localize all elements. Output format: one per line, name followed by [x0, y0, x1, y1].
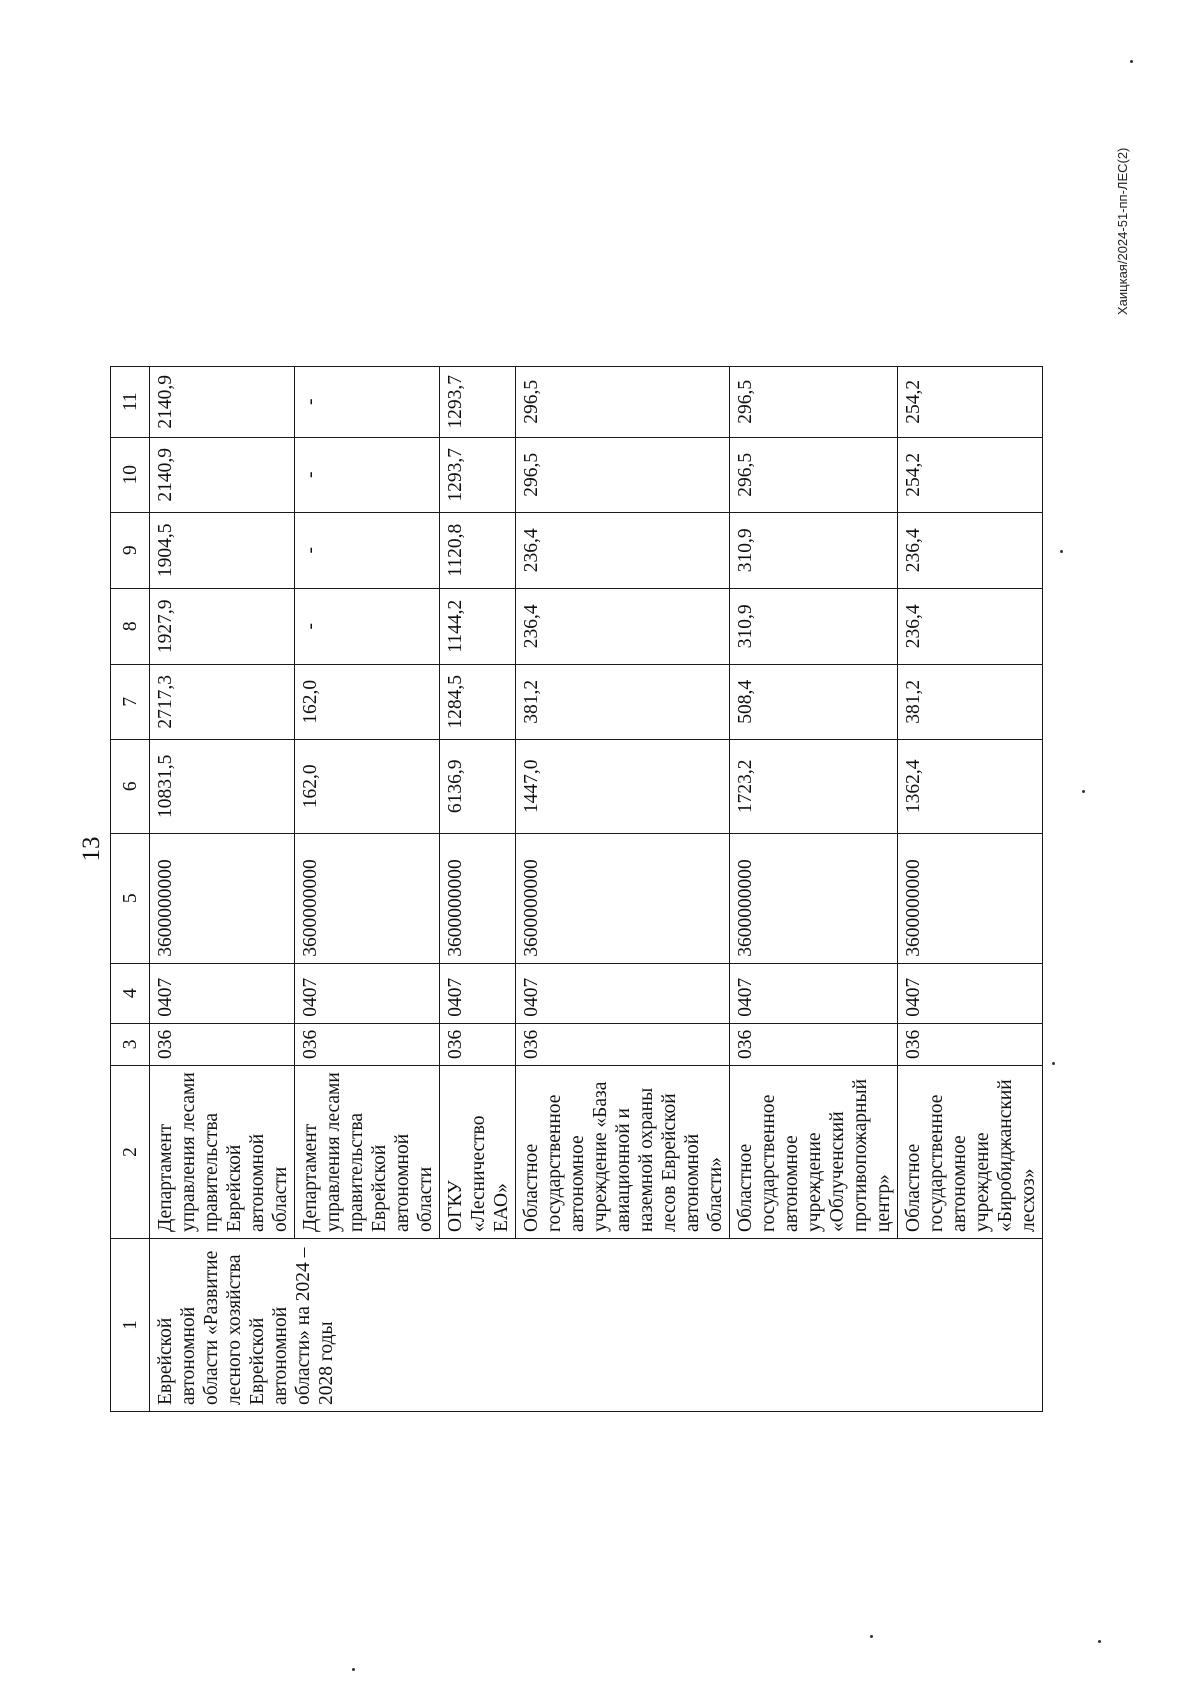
- cell-c8: 1927,9: [150, 588, 295, 664]
- cell-c11: 296,5: [516, 366, 730, 437]
- footer-reference: Хаицкая/2024-51-пп-ЛЕС(2): [1115, 147, 1130, 315]
- cell-c9: -: [295, 512, 440, 588]
- cell-c7: 1284,5: [440, 664, 516, 739]
- cell-c10: 296,5: [730, 437, 898, 512]
- header-cell-4: 4: [111, 963, 150, 1023]
- org-cell: Департамент управления лесами правительства Еврейской автономной области: [150, 1066, 295, 1239]
- org-cell: Областное государственное автономное учреждение «База авиационной и наземной охраны лесов Еврейской автономной области»: [516, 1066, 730, 1239]
- cell-c6: 1447,0: [516, 739, 730, 833]
- program-name-cell: Еврейской автономной области «Развитие лесного хозяйства Еврейской автономной области» на 2024 – 2028 годы: [150, 1239, 1043, 1412]
- cell-c4: 0407: [516, 963, 730, 1023]
- cell-c6: 10831,5: [150, 739, 295, 833]
- org-cell: ОГКУ «Лесничество ЕАО»: [440, 1066, 516, 1239]
- cell-c7: 508,4: [730, 664, 898, 739]
- scan-speck: [870, 1635, 873, 1638]
- scan-speck: [1052, 1062, 1055, 1065]
- cell-c8: 1144,2: [440, 588, 516, 664]
- cell-c5: 3600000000: [150, 833, 295, 963]
- cell-c7: 381,2: [898, 664, 1043, 739]
- scan-speck: [1130, 60, 1133, 63]
- cell-c9: 310,9: [730, 512, 898, 588]
- header-cell-9: 9: [111, 512, 150, 588]
- org-cell: Департамент управления лесами правительства Еврейской автономной области: [295, 1066, 440, 1239]
- budget-table: [110, 366, 1043, 1412]
- header-cell-5: 5: [111, 833, 150, 963]
- cell-c5: 3600000000: [440, 833, 516, 963]
- cell-c6: 1723,2: [730, 739, 898, 833]
- cell-c9: 236,4: [898, 512, 1043, 588]
- header-cell-10: 10: [111, 437, 150, 512]
- cell-c4: 0407: [295, 963, 440, 1023]
- cell-c3: 036: [730, 1023, 898, 1065]
- cell-c10: 296,5: [516, 437, 730, 512]
- table-row: [150, 366, 295, 1411]
- cell-c8: 236,4: [516, 588, 730, 664]
- header-cell-2: 2: [111, 1066, 150, 1239]
- cell-c7: 381,2: [516, 664, 730, 739]
- scan-speck: [1082, 790, 1085, 793]
- cell-c5: 3600000000: [898, 833, 1043, 963]
- header-row: [111, 366, 150, 1411]
- cell-c10: 1293,7: [440, 437, 516, 512]
- cell-c6: 162,0: [295, 739, 440, 833]
- header-cell-1: 1: [111, 1239, 150, 1412]
- cell-c3: 036: [150, 1023, 295, 1065]
- cell-c6: 1362,4: [898, 739, 1043, 833]
- cell-c8: 236,4: [898, 588, 1043, 664]
- header-cell-7: 7: [111, 664, 150, 739]
- cell-c11: 2140,9: [150, 366, 295, 437]
- cell-c9: 236,4: [516, 512, 730, 588]
- scan-speck: [1060, 550, 1063, 553]
- cell-c3: 036: [440, 1023, 516, 1065]
- cell-c10: 254,2: [898, 437, 1043, 512]
- page-number: 13: [78, 836, 105, 862]
- cell-c11: -: [295, 366, 440, 437]
- org-cell: Областное государственное автономное учреждение «Облученский противопожарный центр»: [730, 1066, 898, 1239]
- header-cell-11: 11: [111, 366, 150, 437]
- cell-c11: 1293,7: [440, 366, 516, 437]
- cell-c3: 036: [295, 1023, 440, 1065]
- cell-c3: 036: [516, 1023, 730, 1065]
- header-cell-3: 3: [111, 1023, 150, 1065]
- cell-c11: 296,5: [730, 366, 898, 437]
- cell-c10: 2140,9: [150, 437, 295, 512]
- cell-c4: 0407: [730, 963, 898, 1023]
- cell-c3: 036: [898, 1023, 1043, 1065]
- header-cell-8: 8: [111, 588, 150, 664]
- cell-c5: 3600000000: [295, 833, 440, 963]
- cell-c7: 162,0: [295, 664, 440, 739]
- cell-c5: 3600000000: [730, 833, 898, 963]
- cell-c11: 254,2: [898, 366, 1043, 437]
- cell-c5: 3600000000: [516, 833, 730, 963]
- cell-c10: -: [295, 437, 440, 512]
- cell-c7: 2717,3: [150, 664, 295, 739]
- cell-c6: 6136,9: [440, 739, 516, 833]
- scan-speck: [352, 1668, 355, 1671]
- org-cell: Областное государственное автономное учреждение «Биробиджанский лесхоз»: [898, 1066, 1043, 1239]
- header-cell-6: 6: [111, 739, 150, 833]
- cell-c8: 310,9: [730, 588, 898, 664]
- cell-c4: 0407: [440, 963, 516, 1023]
- cell-c9: 1120,8: [440, 512, 516, 588]
- cell-c8: -: [295, 588, 440, 664]
- cell-c9: 1904,5: [150, 512, 295, 588]
- scan-speck: [1098, 1640, 1101, 1643]
- cell-c4: 0407: [150, 963, 295, 1023]
- cell-c4: 0407: [898, 963, 1043, 1023]
